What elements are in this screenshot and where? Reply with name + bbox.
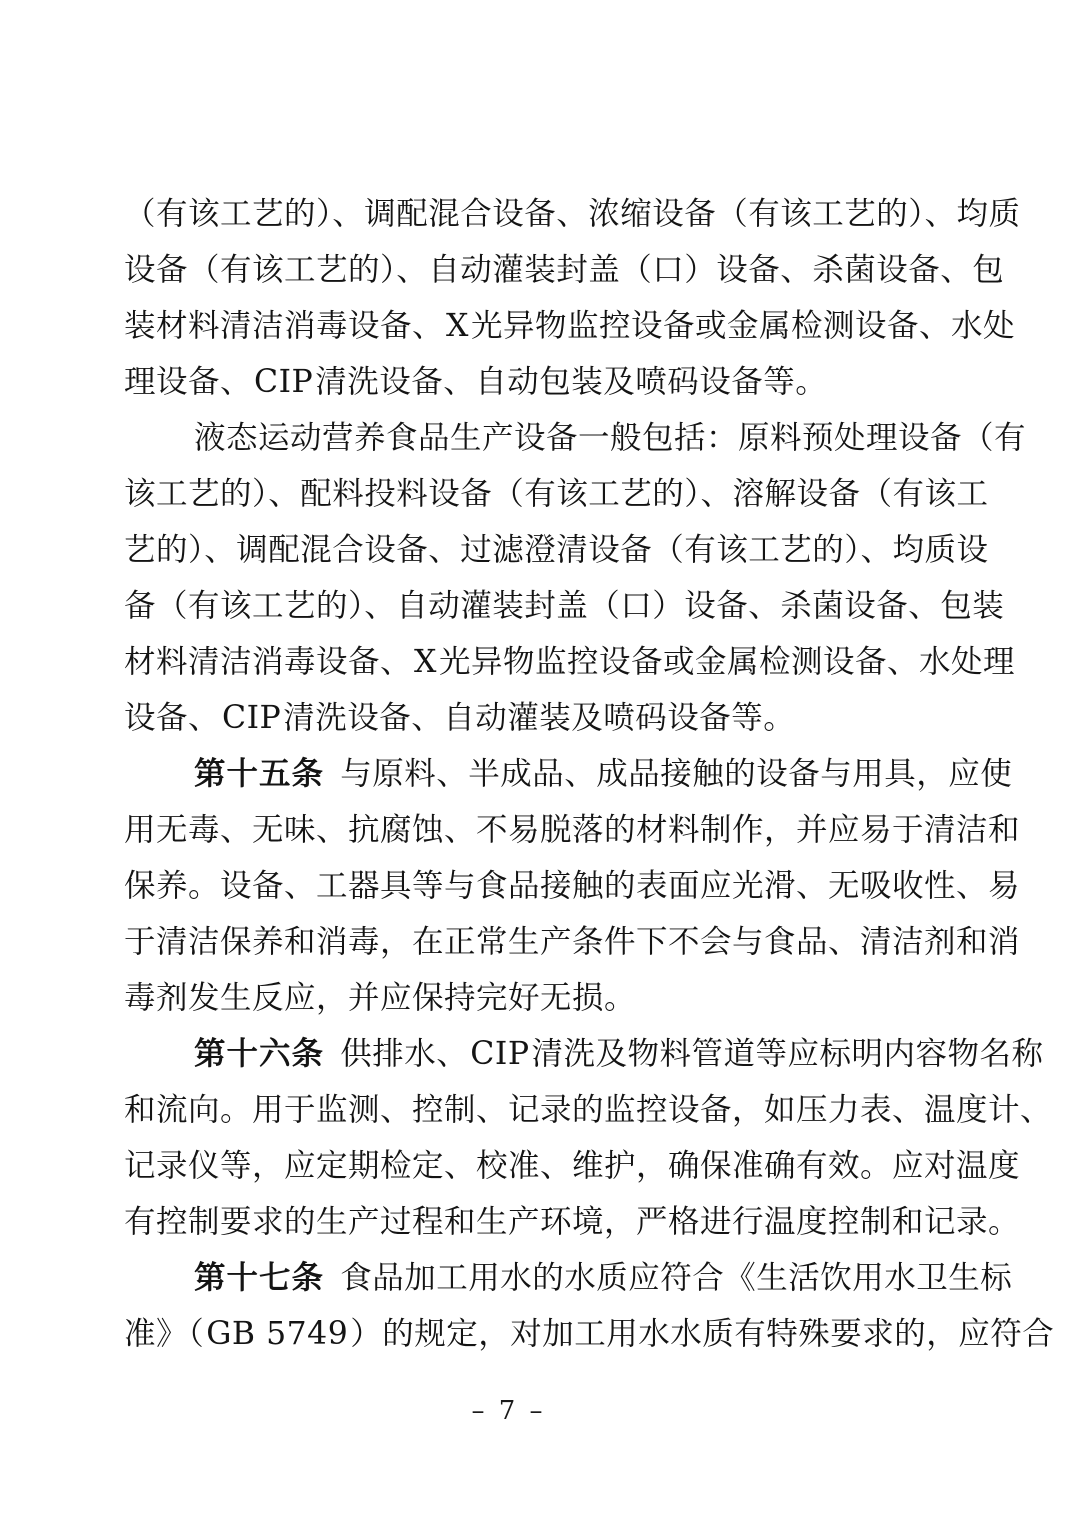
article-16-label: 第十六条 [194,1035,325,1072]
body-line: 记录仪等，应定期检定、校准、维护，确保准确有效。应对温度 [124,1148,1021,1184]
cip-latin-token: CIP [222,700,282,736]
body-line: 设备（有该工艺的）、自动灌装封盖（口）设备、杀菌设备、包 [124,252,1005,288]
body-line: 和流向。用于监测、控制、记录的监控设备，如压力表、温度计、 [124,1092,1053,1128]
line-segment: ）的规定，对加工用水水质有特殊要求的，应符合 [350,1316,1055,1352]
body-line: 艺的）、调配混合设备、过滤澄清设备（有该工艺的）、均质设 [124,532,989,568]
line-segment: 与原料、半成品、成品接触的设备与用具，应使 [340,756,1013,792]
body-line: 备（有该工艺的）、自动灌装封盖（口）设备、杀菌设备、包装 [124,588,1005,624]
line-segment: 光异物监控设备或金属检测设备、水处 [470,308,1015,344]
body-line: 保养。设备、工器具等与食品接触的表面应光滑、无吸收性、易 [124,868,1021,904]
line-segment: 清洗及物料管道等应标明内容物名称 [531,1036,1044,1072]
cip-latin-token: CIP [254,364,314,400]
body-line [124,298,1015,354]
article-16-first-line [124,1026,1044,1082]
body-line: 用无毒、无味、抗腐蚀、不易脱落的材料制作，并应易于清洁和 [124,812,1021,848]
line-segment: 清洗设备、自动包装及喷码设备等。 [315,364,828,400]
xray-latin-token: X [414,644,437,680]
body-line [124,354,950,410]
page-number: – 7 – [471,1396,546,1426]
body-line: （有该工艺的）、调配混合设备、浓缩设备（有该工艺的）、均质 [124,196,1021,232]
body-line [124,634,1015,690]
body-line: 该工艺的）、配料投料设备（有该工艺的）、溶解设备（有该工 [124,476,989,512]
article-17-label: 第十七条 [194,1259,325,1296]
body-line [124,1306,1055,1362]
line-segment: 清洗设备、自动灌装及喷码设备等。 [283,700,796,736]
body-line: 毒剂发生反应，并应保持完好无损。 [124,980,637,1016]
line-segment: 供排水、 [340,1036,469,1072]
body-line [124,690,950,746]
line-segment: 食品加工用水的水质应符合《生活饮用水卫生标 [340,1260,1013,1296]
line-segment: 装材料清洁消毒设备、 [124,308,445,344]
xray-latin-token: X [446,308,469,344]
cip-latin-token: CIP [470,1036,530,1072]
article-17-first-line [124,1250,1013,1306]
body-line: 于清洁保养和消毒，在正常生产条件下不会与食品、清洁剂和消 [124,924,1021,960]
page-body-text [124,186,1055,1362]
line-segment: 设备、 [124,700,221,736]
standard-code-gb5749: GB 5749 [206,1316,349,1352]
body-line-indented: 液态运动营养食品生产设备一般包括：原料预处理设备（有 [194,420,1027,456]
article-15-first-line [124,746,1013,802]
line-segment: 光异物监控设备或金属检测设备、水处理 [438,644,1015,680]
line-segment: 材料清洁消毒设备、 [124,644,413,680]
body-line: 有控制要求的生产过程和生产环境，严格进行温度控制和记录。 [124,1204,1021,1240]
line-segment: 准》（ [124,1316,205,1352]
article-15-label: 第十五条 [194,755,325,792]
line-segment: 理设备、 [124,364,253,400]
